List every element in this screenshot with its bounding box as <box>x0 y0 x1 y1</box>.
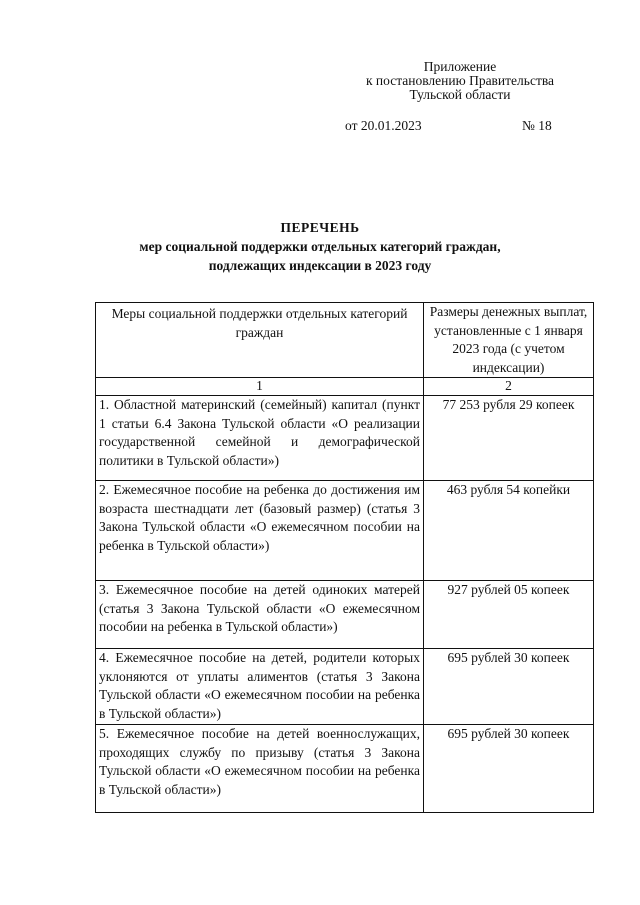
amount-cell: 695 рублей 30 копеек <box>424 649 594 725</box>
measure-cell: 3. Ежемесячное пособие на детей одиноких матерей (статья 3 Закона Тульской области «О ежемесячном пособии на ребенка в Тульской области») <box>96 581 424 649</box>
resolution-date: от 20.01.2023 <box>345 118 422 133</box>
amount-cell: 77 253 рубля 29 копеек <box>424 396 594 481</box>
table-row <box>96 725 594 813</box>
column-header-measures: Меры социальной поддержки отдельных категорий граждан <box>96 303 424 378</box>
title-heading: ПЕРЕЧЕНЬ <box>280 220 360 235</box>
document-title <box>60 218 580 275</box>
measure-cell: 1. Областной материнский (семейный) капитал (пункт 1 статьи 6.4 Закона Тульской области «О реализации государственной семейной и демографической политики в Тульской области») <box>96 396 424 481</box>
resolution-number: № 18 <box>522 118 552 133</box>
measure-cell: 2. Ежемесячное пособие на ребенка до достижения им возраста шестнадцати лет (базовый размер) (статья 3 Закона Тульской области «О ежемесячном пособии на ребенка в Тульской области») <box>96 481 424 581</box>
table-row <box>96 396 594 481</box>
column-number: 2 <box>424 378 594 396</box>
table-row <box>96 481 594 581</box>
table-header-row <box>96 303 594 378</box>
column-number-row <box>96 378 594 396</box>
measure-cell: 5. Ежемесячное пособие на детей военнослужащих, проходящих службу по призыву (статья 3 Закона Тульской области «О ежемесячном пособии на ребенка в Тульской области») <box>96 725 424 813</box>
amount-cell: 695 рублей 30 копеек <box>424 725 594 813</box>
appendix-header <box>330 60 590 102</box>
table-row <box>96 581 594 649</box>
table-row <box>96 649 594 725</box>
measure-cell: 4. Ежемесячное пособие на детей, родители которых уклоняются от уплаты алиментов (статья 3 Закона Тульской области «О ежемесячном пособии на ребенка в Тульской области») <box>96 649 424 725</box>
measures-table <box>95 302 594 813</box>
amount-cell: 927 рублей 05 копеек <box>424 581 594 649</box>
title-subtitle-line: подлежащих индексации в 2023 году <box>208 258 432 273</box>
amount-cell: 463 рубля 54 копейки <box>424 481 594 581</box>
title-subtitle-line: мер социальной поддержки отдельных категорий граждан, <box>139 239 501 254</box>
appendix-line: Тульской области <box>409 87 511 102</box>
appendix-line: к постановлению Правительства <box>365 73 555 88</box>
column-number: 1 <box>96 378 424 396</box>
appendix-line: Приложение <box>423 59 497 74</box>
column-header-amounts: Размеры денежных выплат, установленные с 1 января 2023 года (с учетом индексации) <box>424 303 594 378</box>
